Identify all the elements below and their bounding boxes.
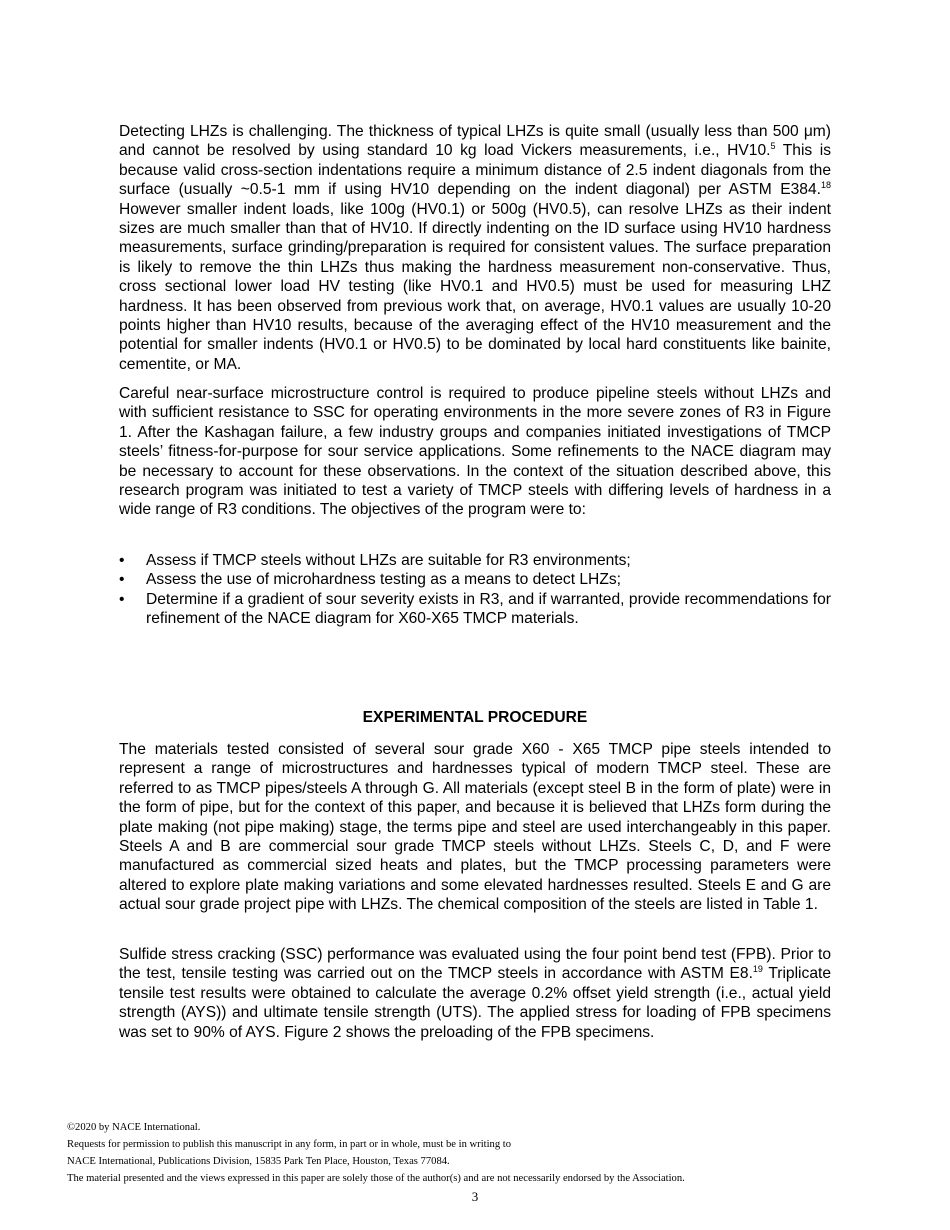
list-item: [119, 590, 831, 629]
paragraph-text: However smaller indent loads, like 100g (HV0.1) or 500g (HV0.5), can resolve LHZs as their indent sizes are much smaller than that of HV10. If directly indenting on the ID surface using HV10 hardness measurements, surface grinding/preparation is required for consistent values. The surface preparation is likely to remove the thin LHZs thus making the hardness measurement non-conservative. Thus, cross sectional lower load HV testing (like HV0.1 and HV0.5) must be used for measuring LHZ hardness. It has been observed from previous work that, on average, HV0.1 values are usually 10-20 points higher than HV10 results, because of the averaging effect of the HV10 measurement and the potential for smaller indents (HV0.1 or HV0.5) to be dominated by local hard constituents like bainite, cementite, or MA.: [119, 200, 831, 373]
paragraph-text: Sulfide stress cracking (SSC) performance was evaluated using the four point bend test (FPB). Prior to the test, tensile testing was carried out on the TMCP steels in accordance with ASTM E8.: [119, 946, 831, 983]
list-item-text: Assess if TMCP steels without LHZs are suitable for R3 environments;: [146, 552, 631, 569]
reference-superscript: 19: [752, 964, 763, 975]
paragraph-materials: The materials tested consisted of several sour grade X60 - X65 TMCP pipe steels intended to represent a range of microstructures and hardnesses typical of modern TMCP steel. These are referred to as TMCP pipes/steels A through G. All materials (except steel B in the form of plate) were in the form of pipe, but for the context of this paper, and because it is believed that LHZs form during the plate making (not pipe making) stage, the terms pipe and steel are used interchangeably in this paper. Steels A and B are commercial sour grade TMCP steels without LHZs. Steels C, D, and F were manufactured as commercial sized heats and plates, but the TMCP processing parameters were altered to explore plate making variations and some elevated hardnesses resulted. Steels E and G are actual sour grade project pipe with LHZs. The chemical composition of the steels are listed in Table 1.: [119, 741, 831, 914]
copyright-footer: [67, 1119, 883, 1187]
paragraph-text: Triplicate tensile test results were obtained to calculate the average 0.2% offset yield strength (i.e., actual yield strength (AYS)) and ultimate tensile strength (UTS). The applied stress for loading of FPB specimens was set to 90% of AYS. Figure 2 shows the preloading of the FPB specimens.: [119, 965, 831, 1041]
paragraph-microstructure-control: Careful near-surface microstructure control is required to produce pipeline steels without LHZs and with sufficient resistance to SSC for operating environments in the more severe zones of R3 in Figure 1. After the Kashagan failure, a few industry groups and companies initiated investigations of TMCP steels’ fitness-for-purpose for sour service applications. Some refinements to the NACE diagram may be necessary to account for these observations. In the context of the situation described above, this research program was initiated to test a variety of TMCP steels with differing levels of hardness in a wide range of R3 conditions. The objectives of the program were to:: [119, 385, 831, 519]
footer-line: The material presented and the views expressed in this paper are solely those of the author(s) and are not necessarily endorsed by the Association.: [67, 1173, 685, 1184]
paragraph-text: This is because valid cross-section indentations require a minimum distance of 2.5 indent diagonals from the surface (usually ~0.5-1 mm if using HV10 depending on the indent diagonal) per ASTM E384.: [119, 142, 832, 199]
footer-line: ©2020 by NACE International.: [67, 1122, 201, 1133]
reference-superscript: 5: [770, 141, 776, 152]
objectives-list: [119, 551, 831, 629]
page-number: 3: [471, 1189, 479, 1204]
paragraph-text: Detecting LHZs is challenging. The thickness of typical LHZs is quite small (usually less than 500 μm) and cannot be resolved by using standard 10 kg load Vickers measurements, i.e., HV10.: [119, 123, 831, 160]
list-item: [119, 551, 831, 570]
bullet-icon: •: [119, 552, 125, 569]
reference-superscript: 18: [820, 180, 831, 191]
footer-line: NACE International, Publications Division, 15835 Park Ten Place, Houston, Texas 77084.: [67, 1156, 450, 1167]
list-item: [119, 570, 831, 589]
section-heading: EXPERIMENTAL PROCEDURE: [362, 709, 588, 726]
paragraph-lhz-detection: [119, 122, 831, 374]
footer-line: Requests for permission to publish this manuscript in any form, in part or in whole, must be in writing to: [67, 1139, 512, 1150]
paragraph-ssc-testing: [119, 945, 831, 1042]
list-item-text: Determine if a gradient of sour severity exists in R3, and if warranted, provide recommendations for refinement of the NACE diagram for X60-X65 TMCP materials.: [146, 590, 831, 628]
bullet-icon: •: [119, 571, 125, 589]
bullet-icon: •: [119, 590, 125, 608]
list-item-text: Assess the use of microhardness testing as a means to detect LHZs;: [146, 571, 621, 589]
